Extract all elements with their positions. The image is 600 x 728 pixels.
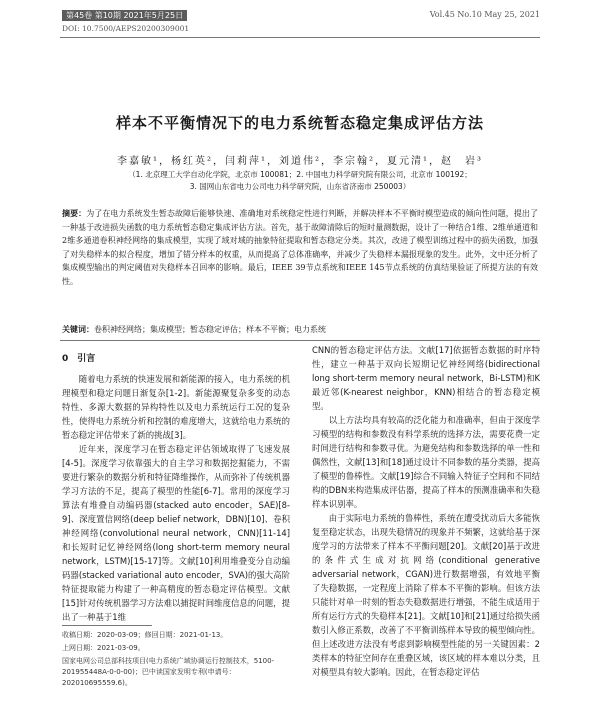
- footnote-funding: 国家电网公司总部科技项目(电力系统广域协调运行控制技术，5100-201955448A-0-0-00)；巴中读国家发明专利(申请号：202010695559.6)。: [62, 657, 275, 687]
- footnote-divider: [62, 625, 152, 626]
- keywords-label: 关键词：: [62, 325, 94, 334]
- intro-paragraph-5: 由于实际电力系统的鲁棒性，系统在遭受扰动后大多能恢复至稳定状态，出现失稳情况的现象并不频繁，这就给基于深度学习的方法带来了样本不平衡问题[20]。文献[20]基于改进的条件式生成对抗网络(conditional generative adversarial network，CGAN)进行数据增强，有效地平衡了失稳数据，一定程度上消除了样本不平衡的影响。但该方法只能针对单一时刻的暂态失稳数据进行增强，不能生成适用于所有运行方式的失稳样本[21]。文献[10]和[21]通过给损失函数引入修正系数，改善了不平衡训练样本导致的模型倾向性。但上述改进方法没有考虑到影响模型性能的另一关键因素：2类样本的特征空间存在重叠区域，该区域的样本难以分类，且对模型具有较大影响。因此，在暂态稳定评估: [312, 513, 540, 677]
- doi-label: DOI: 10.7500/AEPS20200309001: [62, 24, 190, 33]
- intro-paragraph-1: 随着电力系统的快速发展和新能源的接入，电力系统的机理模型和稳定问题日渐复杂[1-2]。新能源聚复杂多变的动态特性、多源大数据的异构特性以及电力系统运行工况的复杂性，使得电力系统分析和控制的难度增大，这就给电力系统的暂态稳定评估带来了新的挑战[3]。: [62, 374, 290, 440]
- footnote-online: 上网日期：2021-03-09。: [62, 644, 145, 652]
- abstract-label: 摘要：: [62, 209, 87, 218]
- journal-volume-label: Vol.45 No.10 May 25, 2021: [429, 10, 540, 19]
- issue-badge: 第45卷 第10期 2021年5月25日: [62, 10, 187, 21]
- journal-issue-label: [62, 10, 187, 21]
- abstract-divider: [60, 340, 540, 341]
- running-header: [0, 0, 600, 36]
- intro-paragraph-2: 近年来，深度学习在暂态稳定评估领域取得了飞速发展[4-5]。深度学习依靠强大的自主学习和数据挖掘能力，不需要进行繁杂的数据分析和特征降维操作，从而弥补了传统机器学习方法的不足，提高了模型的性能[6-7]。常用的深度学习算法有堆叠自动编码器(stacked auto encoder，SAE)[8-9]、深度置信网络(deep belief network，DBN)[10]、卷积神经网络(convolutional neural network，CNN)[11-14]和长短时记忆神经网络(long short-term memory neural network，LSTM)[15-17]等。文献[10]利用堆叠变分自动编码器(stacked variational auto encoder，SVA)的强大高阶特征提取能力构建了一种高精度的暂态稳定评估模型。文献[15]针对传统机器学习方法难以捕捉时间维度信息的问题，提出了一种基于1维: [62, 444, 290, 622]
- abstract-text: 为了在电力系统发生暂态故障后能够快速、准确地对系统稳定性进行判断，并解决样本不平衡时模型造成的倾向性问题，提出了一种基于改进损失函数的电力系统暂态稳定集成评估方法。首先，基于故障清除后的短时量测数据，设计了一种结合1维、2维单通道和2维多通道卷积神经网络的集成模型，实现了域对域的抽象特征提取和暂态稳定分类。其次，改进了模型训练过程中的损失函数，加强了对失稳样本的拟合程度，增加了错分样本的权重，从而提高了总体准确率，并减少了失稳样本漏报现象的发生。此外，文中还分析了集成模型输出的判定阈值对失稳样本召回率的影响。最后，IEEE 39节点系统和IEEE 145节点系统的仿真结果验证了所提方法的有效性。: [62, 209, 539, 286]
- intro-paragraph-3: CNN的暂态稳定评估方法。文献[17]依据暂态数据的时序特性，建立一种基于双向长短期记忆神经网络(bidirectional long short-term memory neural network，Bi-LSTM)和K最近邻(K-nearest neighbor，KNN)相结合的暂态稳定模型。: [312, 345, 540, 411]
- keywords-text: 卷积神经网络；集成模型；暂态稳定评估；样本不平衡；电力系统: [94, 325, 326, 334]
- header-divider: [60, 37, 540, 38]
- affiliation-line-1: （1. 北京理工大学自动化学院，北京市 100081；2. 中国电力科学研究院有限公司，北京市 100192；: [128, 170, 472, 179]
- body-column-left: [62, 352, 290, 624]
- intro-paragraph-4: 以上方法均具有较高的泛化能力和准确率，但由于深度学习模型的结构和参数没有科学系统的选择方法，需要花费一定时间进行结构和参数寻优。为避免结构和参数选择的单一性和偶然性，文献[13]和[18]通过设计不同参数的基分类器，提高了模型的鲁棒性。文献[19]综合不同输入特征子空间和不同结构的DBN来构造集成评估器，提高了样本的预测准确率和失稳样本识别率。: [312, 415, 540, 509]
- paper-title: 样本不平衡情况下的电力系统暂态稳定集成评估方法: [115, 114, 484, 132]
- section-heading-intro: 0 引言: [62, 354, 96, 364]
- abstract: [62, 207, 538, 288]
- keywords: [62, 324, 538, 335]
- affiliation-line-2: 3. 国网山东省电力公司电力科学研究院，山东省济南市 250003）: [189, 182, 411, 191]
- footnote-received: 收稿日期：2020-03-09；修回日期：2021-01-13。: [62, 631, 228, 639]
- body-column-right: [312, 343, 540, 679]
- author-list: 李嘉敏¹，杨红英²，闫莉萍¹，刘道伟²，李宗翰²，夏元清¹，赵 岩³: [116, 156, 484, 167]
